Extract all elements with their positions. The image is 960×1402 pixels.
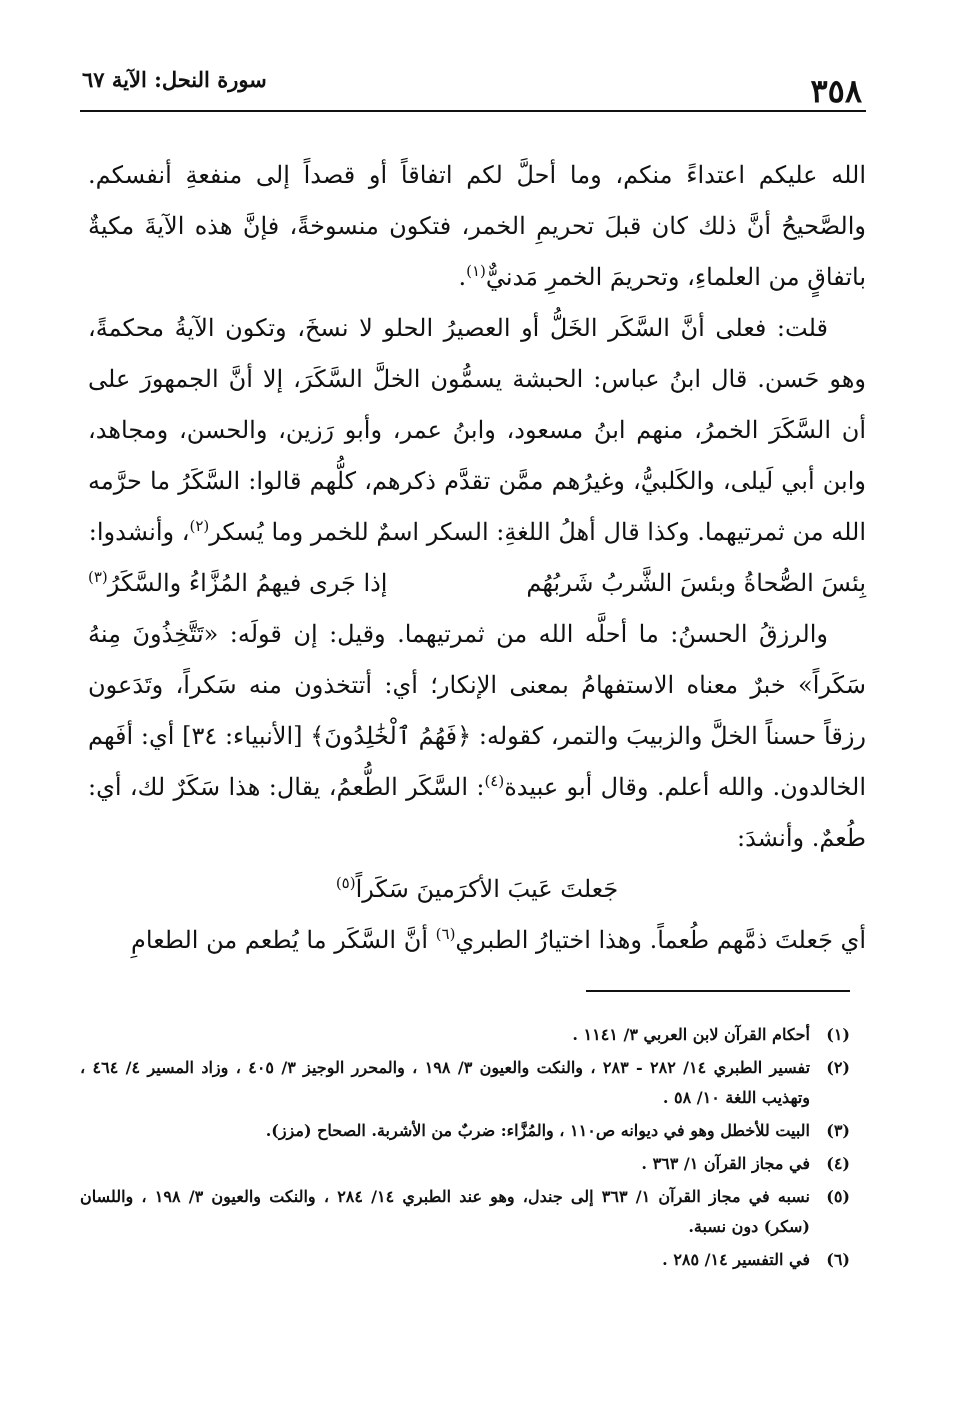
verse-line — [336, 864, 618, 915]
footnote-number: (٤) — [826, 1154, 850, 1173]
footnote-number: (٢) — [826, 1058, 850, 1077]
paragraph-text: قلت: فعلى أنَّ السَّكَر الخَلُّ أو العصيرُ الحلو لا نسخَ، وتكون الآيةُ محكمةً، وهو حَسن. قال ابنُ عباس: الحبشة يسمُّون الخلَّ السَّكَرَ، إلا أنَّ الجمهورَ على أن السَّكَرَ الخمرُ، منهم ابنُ مسعود، وابنُ عمر، وأبو رَزين، والحسن، ومجاهد، وابن أبي لَيلى، والكَلبيُّ، وغيرُهم ممَّن تقدَّم ذكرهم، كلُّهم قالوا: السَّكَرُ ما حرَّمه الله من ثمرتيهما. وكذا قال أهلُ اللغةِ: السكر اسمٌ للخمر وما يُسكر — [88, 314, 866, 546]
footnote-item — [80, 1149, 850, 1179]
footnote-text: تفسير الطبري ١٤/ ٢٨٢ - ٢٨٣ ، والنكت والعيون ٣/ ١٩٨ ، والمحرر الوجيز ٣/ ٤٠٥ ، وزاد المسير ٤/ ٤٦٤ ، وتهذيب اللغة ١٠/ ٥٨ . — [80, 1058, 811, 1107]
verse-second-hemistich-text: إذا جَرى فيهمُ المُزَّاءُ والسَّكَرُ — [107, 569, 388, 597]
paragraph-text-end: ، وأنشدوا: — [88, 518, 190, 546]
footnote-text: نسبه في مجاز القرآن ١/ ٣٦٣ إلى جندل، وهو عند الطبري ١٤/ ٢٨٤ ، والنكت والعيون ٣/ ١٩٨ ، واللسان (سكر) دون نسبة. — [80, 1187, 811, 1236]
footnote-marker: (٤) — [484, 772, 505, 790]
footnotes — [80, 1020, 850, 1278]
paragraph-text: أي جَعلتَ ذمَّهم طُعماً. وهذا اختيارُ الطبري — [455, 926, 866, 954]
paragraph-text: الله عليكم اعتداءً منكم، وما أحلَّ لكم اتفاقاً أو قصداً إلى منفعةِ أنفسكم. والصَّحيحُ أنَّ ذلك كان قبلَ تحريمِ الخمر، فتكون منسوخةً، فإنَّ هذه الآيةَ مكيةٌ باتفاقٍ من العلماءِ، وتحريمَ الخمرِ مَدنيٌّ — [88, 161, 866, 291]
footnote-divider — [586, 990, 850, 992]
page-number: ٣٥٨ — [810, 72, 862, 110]
footnote-item — [80, 1020, 850, 1050]
footnote-marker: (٢) — [189, 517, 210, 535]
footnote-number: (٣) — [826, 1121, 850, 1140]
footnote-text: أحكام القرآن لابن العربي ٣/ ١١٤١ . — [572, 1025, 810, 1044]
footnote-item — [80, 1116, 850, 1146]
footnote-marker: (٦) — [435, 925, 456, 943]
footnote-text: في التفسير ١٤/ ٢٨٥ . — [662, 1250, 810, 1269]
footnote-number: (٥) — [826, 1187, 850, 1206]
poetry-verse-2 — [88, 864, 866, 915]
main-text — [88, 150, 866, 966]
footnote-number: (٦) — [826, 1250, 850, 1269]
footnote-number: (١) — [826, 1025, 850, 1044]
footnote-item — [80, 1245, 850, 1275]
footnote-item — [80, 1053, 850, 1113]
paragraph-2 — [88, 303, 866, 558]
paragraph-text: والرزقُ الحسنُ: ما أحلَّه الله من ثمرتيهما. وقيل: إن قولَه: «تَتَّخِذُونَ مِنهُ سَكَراً» خبرٌ معناه الاستفهامُ بمعنى الإنكار؛ أي: أتتخذون منه سَكراً، وتَدَعون رزقاً حسناً الخلَّ والزبيبَ والتمر، كقوله: ﴿فَهُمُ ٱلْخَٰلِدُونَ﴾ [الأنبياء: ٣٤] أي: أفَهم الخالدون. والله أعلم. وقال أبو عبيدة — [88, 620, 866, 801]
footnote-text: البيت للأخطل وهو في ديوانه ص١١٠ ، والمُزَّاء: ضربٌ من الأشربة. الصحاح (مزز). — [265, 1121, 810, 1140]
running-title: سورة النحل: الآية ٦٧ — [82, 67, 267, 92]
footnote-item — [80, 1182, 850, 1242]
paragraph-text-end: أنَّ السَّكَر ما يُطعم من الطعامِ — [131, 926, 436, 954]
verse-second-hemistich — [88, 558, 387, 609]
footnote-text: في مجاز القرآن ١/ ٣٦٣ . — [641, 1154, 810, 1173]
paragraph-1 — [88, 150, 866, 303]
poetry-verse-1 — [88, 558, 866, 609]
verse-first-hemistich: بِئسَ الصُّحاةُ وبئسَ الشَّربُ شَربُهُم — [526, 569, 866, 597]
paragraph-text-end: : السَّكَر الطُّعمُ، يقال: هذا سَكَرٌ لك، أي: طُعمٌ. وأنشدَ: — [88, 773, 866, 852]
footnote-marker: (١) — [466, 262, 486, 280]
verse-line-text: جَعلتَ عَيبَ الأكرَمينَ سَكَراً — [355, 875, 619, 903]
paragraph-4 — [88, 915, 866, 966]
footnote-marker: (٣) — [88, 568, 108, 586]
paragraph-3 — [88, 609, 866, 864]
paragraph-text-end: . — [458, 263, 467, 291]
page-header — [80, 62, 866, 112]
footnote-marker: (٥) — [335, 874, 356, 892]
